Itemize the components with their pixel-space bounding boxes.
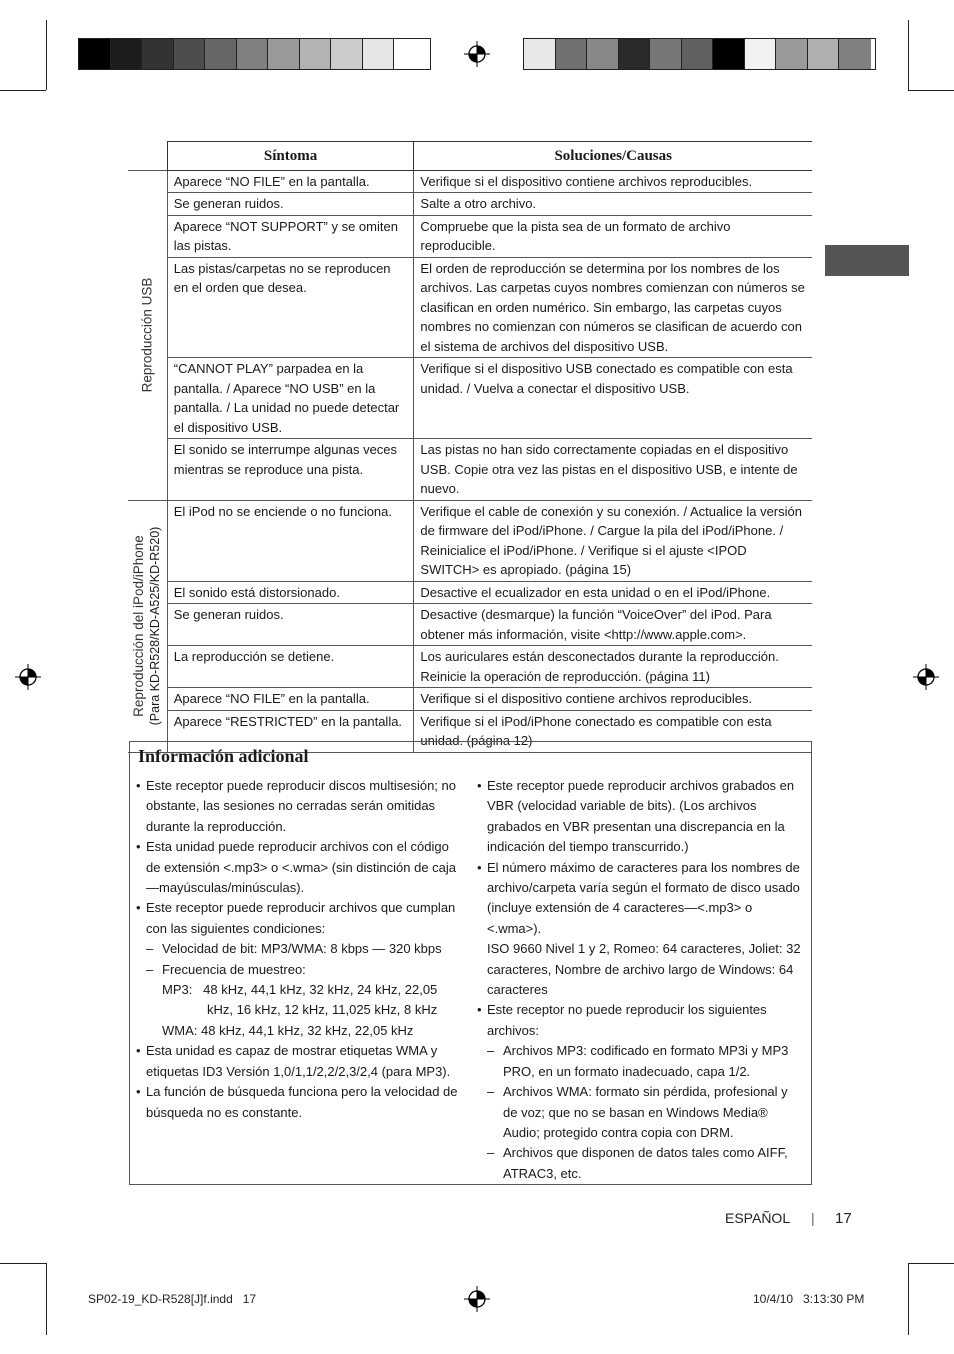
list-item: • Este receptor puede reproducir archivos que cumplan con las siguientes condiciones: <box>136 898 462 939</box>
slug-datetime: 10/4/10 3:13:30 PM <box>753 1292 865 1306</box>
list-item: • Este receptor puede reproducir archivos grabados en VBR (velocidad variable de bits). (Los archivos grabados en VBR presentan una discrepancia en la indicación del tiempo transcurrido.) <box>477 776 803 858</box>
color-swatch <box>300 39 332 69</box>
table-row <box>128 358 812 439</box>
symptom-cell: El iPod no se enciende o no funciona. <box>167 500 414 581</box>
table-row <box>128 193 812 216</box>
solution-cell: Los auriculares están desconectados durante la reproducción. Reinicie la operación de reproducción. (página 11) <box>414 646 812 688</box>
symptom-cell: Las pistas/carpetas no se reproducen en el orden que desea. <box>167 257 414 358</box>
footer-language: ESPAÑOL <box>725 1210 791 1226</box>
symptom-cell: Se generan ruidos. <box>167 193 414 216</box>
group-label-cell <box>128 500 167 752</box>
table-row <box>128 604 812 646</box>
registration-mark-icon <box>15 664 41 690</box>
group-label-text: Reproducción USB <box>139 277 155 393</box>
color-swatch <box>682 39 714 69</box>
slug-filename: SP02-19_KD-R528[J]f.indd 17 <box>88 1292 257 1306</box>
symptom-cell: El sonido está distorsionado. <box>167 581 414 604</box>
solution-cell: Verifique si el dispositivo USB conectado es compatible con esta unidad. / Vuelva a conectar el dispositivo USB. <box>414 358 812 439</box>
color-swatch <box>839 39 871 69</box>
info-column-right <box>477 776 803 1184</box>
color-swatch <box>237 39 269 69</box>
table-row <box>128 581 812 604</box>
table-body <box>128 170 812 752</box>
color-swatch <box>79 39 111 69</box>
color-swatch <box>174 39 206 69</box>
solution-cell: Verifique si el iPod/iPhone conectado es compatible con esta unidad. (página 12) <box>414 710 812 752</box>
table-header-row <box>128 142 812 171</box>
list-item: • Este receptor puede reproducir discos multisesión; no obstante, las sesiones no cerradas serán omitidas durante la reproducción. <box>136 776 462 837</box>
crop-mark <box>0 1263 46 1264</box>
crop-mark <box>908 20 909 90</box>
list-paragraph: ISO 9660 Nivel 1 y 2, Romeo: 64 caracteres, Joliet: 32 caracteres, Nombre de archivo largo de Windows: 64 caracteres <box>487 941 801 998</box>
list-subitem-text: Velocidad de bit: MP3/WMA: 8 kbps — 320 kbps <box>162 941 442 957</box>
group-label-cell <box>128 170 167 500</box>
crop-mark <box>0 90 46 91</box>
registration-mark-icon <box>464 41 490 67</box>
color-swatch <box>394 39 426 69</box>
symptom-cell: La reproducción se detiene. <box>167 646 414 688</box>
list-subitem <box>477 1041 803 1082</box>
page-number: 17 <box>835 1210 852 1227</box>
color-swatch <box>363 39 395 69</box>
solution-cell: Verifique el cable de conexión y su conexión. / Actualice la versión de firmware del iPod/iPhone. / Cargue la pila del iPod/iPhone. / Reinicialice el iPod/iPhone. / Verifique si el ajuste <IPOD SWITCH> es apropiado. (página 15) <box>414 500 812 581</box>
crop-mark <box>908 1263 909 1335</box>
list-subitem <box>136 960 462 980</box>
symptom-cell: El sonido se interrumpe algunas veces mientras se reproduce una pista. <box>167 439 414 501</box>
color-swatch <box>650 39 682 69</box>
color-swatch <box>205 39 237 69</box>
crop-mark <box>908 90 954 91</box>
color-swatch <box>619 39 651 69</box>
color-swatch <box>808 39 840 69</box>
color-swatch <box>268 39 300 69</box>
symptom-cell: Aparece “RESTRICTED” en la pantalla. <box>167 710 414 752</box>
table-row <box>128 215 812 257</box>
solution-cell: Verifique si el dispositivo contiene archivos reproducibles. <box>414 688 812 711</box>
symptom-cell: “CANNOT PLAY” parpadea en la pantalla. / Aparece “NO USB” en la pantalla. / La unidad no puede detectar el dispositivo USB. <box>167 358 414 439</box>
info-title: Información adicional <box>138 746 309 766</box>
list-item: • La función de búsqueda funciona pero la velocidad de búsqueda no es constante. <box>136 1082 462 1123</box>
color-swatch <box>111 39 143 69</box>
solution-cell: Verifique si el dispositivo contiene archivos reproducibles. <box>414 170 812 193</box>
dash-marker: – <box>146 961 154 977</box>
color-swatch <box>556 39 588 69</box>
list-subitem <box>136 939 462 959</box>
additional-info-box <box>129 741 812 1185</box>
list-subitem-text: Frecuencia de muestreo: <box>162 961 306 977</box>
solution-cell: Las pistas no han sido correctamente copiadas en el dispositivo USB. Copie otra vez las pistas en el dispositivo USB, e intente de nuevo. <box>414 439 812 501</box>
solution-cell: Salte a otro archivo. <box>414 193 812 216</box>
list-item: • Esta unidad puede reproducir archivos con el código de extensión <.mp3> o <.wma> (sin distinción de caja—mayúsculas/minúsculas). <box>136 837 462 898</box>
color-swatch <box>776 39 808 69</box>
list-subitem-text: Archivos que disponen de datos tales como AIFF, ATRAC3, etc. <box>503 1145 788 1181</box>
list-subitem <box>477 1143 803 1184</box>
color-swatch <box>745 39 777 69</box>
list-subitem-text: Archivos MP3: codificado en formato MP3i y MP3 PRO, en un formato inadecuado, capa 1/2. <box>503 1043 789 1079</box>
troubleshooting-table <box>128 141 812 753</box>
group-label <box>139 278 156 393</box>
table-row <box>128 646 812 688</box>
info-column-left <box>136 776 462 1123</box>
dash-marker: – <box>146 941 154 957</box>
list-item: • Esta unidad es capaz de mostrar etiquetas WMA y etiquetas ID3 Versión 1,0/1,1/2,2/2,3/2,4 (para MP3). <box>136 1041 462 1082</box>
list-item: • El número máximo de caracteres para los nombres de archivo/carpeta varía según el formato de disco usado (incluye extensión de 4 caracteres—<.mp3> o <.wma>). <box>477 858 803 940</box>
language-side-tab <box>825 245 909 276</box>
calibration-bar-right <box>523 38 876 70</box>
dash-marker: – <box>487 1043 495 1059</box>
table-row <box>128 439 812 501</box>
symptom-cell: Aparece “NOT SUPPORT” y se omiten las pistas. <box>167 215 414 257</box>
list-subitem <box>477 1082 803 1143</box>
calibration-bar-left <box>78 38 431 70</box>
footer-separator: | <box>811 1210 815 1226</box>
symptom-cell: Se generan ruidos. <box>167 604 414 646</box>
color-swatch <box>713 39 745 69</box>
list-item: • Este receptor no puede reproducir los siguientes archivos: <box>477 1000 803 1041</box>
sampling-mp3: MP3: 48 kHz, 44,1 kHz, 32 kHz, 24 kHz, 22,05 kHz, 16 kHz, 12 kHz, 11,025 kHz, 8 kHz <box>162 982 438 1018</box>
column-header-symptom: Síntoma <box>167 142 414 171</box>
dash-marker: – <box>487 1145 495 1161</box>
symptom-cell: Aparece “NO FILE” en la pantalla. <box>167 170 414 193</box>
color-swatch <box>524 39 556 69</box>
group-header-spacer <box>128 142 167 171</box>
group-sublabel-text: (Para KD-R528/KD-A525/KD-R520) <box>148 526 163 726</box>
sampling-wma: WMA: 48 kHz, 44,1 kHz, 32 kHz, 22,05 kHz <box>162 1022 414 1038</box>
table-row <box>128 170 812 193</box>
table-row <box>128 257 812 358</box>
crop-mark <box>46 20 47 90</box>
registration-mark-icon <box>464 1286 490 1312</box>
table-row <box>128 688 812 711</box>
group-label-text: Reproducción del iPod/iPhone <box>131 535 147 717</box>
color-swatch <box>331 39 363 69</box>
color-swatch <box>142 39 174 69</box>
solution-cell: El orden de reproducción se determina por los nombres de los archivos. Las carpetas cuyos nombres comienzan con números se clasifican en orden numérico. Sin embargo, las carpetas cuyos nombres no comienzan con números se clasifican de acuerdo con el sistema de archivos del dispositivo USB. <box>414 257 812 358</box>
dash-marker: – <box>487 1084 495 1100</box>
table-row <box>128 500 812 581</box>
crop-mark <box>908 1263 954 1264</box>
solution-cell: Compruebe que la pista sea de un formato de archivo reproducible. <box>414 215 812 257</box>
column-header-solution: Soluciones/Causas <box>414 142 812 171</box>
symptom-cell: Aparece “NO FILE” en la pantalla. <box>167 688 414 711</box>
solution-cell: Desactive (desmarque) la función “VoiceOver” del iPod. Para obtener más información, visite <http://www.apple.com>. <box>414 604 812 646</box>
group-label <box>130 527 164 726</box>
list-subitem-text: Archivos WMA: formato sin pérdida, profesional y de voz; que no se basan en Windows Media® Audio; protegido contra copia con DRM. <box>503 1084 788 1140</box>
crop-mark <box>46 1263 47 1335</box>
registration-mark-icon <box>913 664 939 690</box>
solution-cell: Desactive el ecualizador en esta unidad o en el iPod/iPhone. <box>414 581 812 604</box>
color-swatch <box>587 39 619 69</box>
